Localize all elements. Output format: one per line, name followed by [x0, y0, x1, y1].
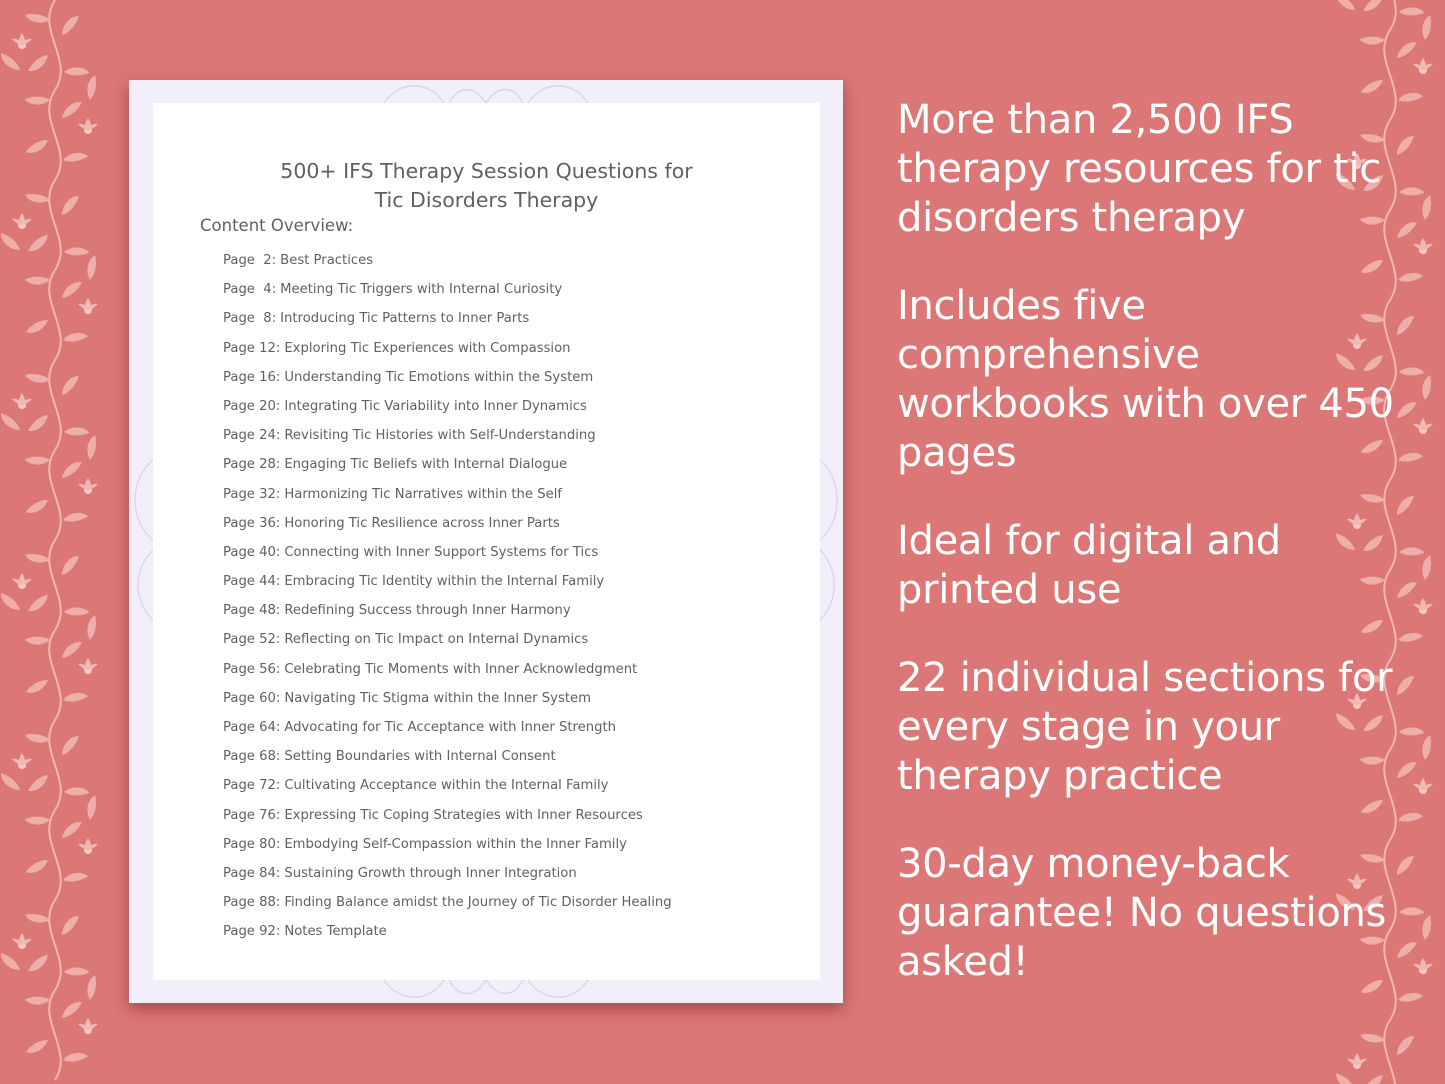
toc-title: Sustaining Growth through Inner Integration — [284, 865, 577, 881]
toc-item — [223, 720, 672, 749]
toc-item — [223, 632, 672, 661]
document-page — [153, 103, 820, 980]
toc-item — [223, 866, 672, 895]
feature-text: 22 individual sections for every stage in your therapy practice — [897, 655, 1393, 799]
toc-title: Celebrating Tic Moments with Inner Acknowledgment — [284, 661, 638, 677]
toc-page-number: Page 36: — [223, 515, 281, 531]
toc-item — [223, 311, 672, 340]
toc-item — [223, 370, 672, 399]
toc-item — [223, 487, 672, 516]
toc-title: Setting Boundaries with Internal Consent — [284, 749, 556, 765]
toc-page-number: Page 72: — [223, 778, 281, 794]
toc-page-number: Page 16: — [223, 369, 281, 385]
toc-title: Reflecting on Tic Impact on Internal Dynamics — [284, 632, 589, 648]
toc-title: Expressing Tic Coping Strategies with Inner Resources — [284, 807, 643, 823]
toc-title: Honoring Tic Resilience across Inner Parts — [284, 515, 560, 531]
toc-title: Engaging Tic Beliefs with Internal Dialogue — [284, 457, 568, 473]
toc-title: Revisiting Tic Histories with Self-Understanding — [284, 428, 596, 444]
toc-item — [223, 282, 672, 311]
toc-page-number: Page 12: — [223, 340, 281, 356]
feature-text: Ideal for digital and printed use — [897, 518, 1281, 613]
toc-page-number: Page 28: — [223, 457, 281, 473]
toc-title: Harmonizing Tic Narratives within the Self — [284, 486, 563, 502]
toc-item — [223, 691, 672, 720]
toc-item — [223, 603, 672, 632]
toc-page-number: Page 52: — [223, 632, 281, 648]
content-overview-label: Content Overview: — [200, 216, 354, 235]
toc-page-number: Page 4: — [223, 282, 277, 298]
toc-item — [223, 574, 672, 603]
toc-page-number: Page 8: — [223, 311, 277, 327]
toc-page-number: Page 64: — [223, 720, 281, 735]
toc-item — [223, 399, 672, 428]
feature-list — [897, 96, 1397, 1026]
toc-page-number: Page 92: — [223, 924, 281, 940]
toc-page-number: Page 84: — [223, 865, 281, 881]
toc-item — [223, 253, 672, 282]
toc-item — [223, 778, 672, 807]
toc-title: Meeting Tic Triggers with Internal Curiosity — [280, 282, 563, 298]
toc-item — [223, 545, 672, 574]
toc-page-number: Page 20: — [223, 398, 281, 414]
toc-title: Understanding Tic Emotions within the System — [284, 369, 594, 385]
toc-page-number: Page 68: — [223, 749, 281, 765]
table-of-contents — [223, 253, 672, 954]
feature-text: 30-day money-back guarantee! No questions asked! — [897, 841, 1387, 985]
floral-vine-left-icon — [0, 0, 110, 1084]
toc-item — [223, 808, 672, 837]
toc-title: Introducing Tic Patterns to Inner Parts — [280, 311, 530, 327]
toc-item — [223, 457, 672, 486]
toc-title: Best Practices — [280, 253, 374, 268]
toc-item — [223, 662, 672, 691]
toc-item — [223, 895, 672, 924]
toc-title: Notes Template — [284, 924, 387, 940]
toc-item — [223, 516, 672, 545]
toc-page-number: Page 88: — [223, 895, 281, 911]
toc-page-number: Page 80: — [223, 836, 281, 852]
toc-item — [223, 749, 672, 778]
toc-page-number: Page 2: — [223, 253, 277, 268]
toc-title: Embodying Self-Compassion within the Inner Family — [284, 836, 627, 852]
toc-title: Finding Balance amidst the Journey of Tic Disorder Healing — [284, 895, 672, 911]
toc-page-number: Page 32: — [223, 486, 281, 502]
toc-title: Embracing Tic Identity within the Internal Family — [284, 574, 605, 590]
toc-title: Integrating Tic Variability into Inner Dynamics — [284, 398, 587, 414]
toc-page-number: Page 56: — [223, 661, 281, 677]
toc-title: Redefining Success through Inner Harmony — [284, 603, 571, 619]
toc-item — [223, 341, 672, 370]
toc-page-number: Page 24: — [223, 428, 281, 444]
document-title-line-1: 500+ IFS Therapy Session Questions for — [280, 159, 693, 183]
document-title — [153, 157, 820, 215]
toc-title: Navigating Tic Stigma within the Inner System — [284, 690, 591, 706]
toc-page-number: Page 40: — [223, 544, 281, 560]
toc-item — [223, 837, 672, 866]
toc-page-number: Page 48: — [223, 603, 281, 619]
feature-text: More than 2,500 IFS therapy resources for tic disorders therapy — [897, 97, 1381, 241]
toc-item — [223, 924, 672, 953]
document-preview — [129, 80, 843, 1003]
toc-title: Connecting with Inner Support Systems for Tics — [284, 544, 599, 560]
document-title-line-2: Tic Disorders Therapy — [374, 188, 599, 212]
toc-page-number: Page 44: — [223, 574, 281, 590]
toc-item — [223, 428, 672, 457]
toc-title: Cultivating Acceptance within the Internal Family — [284, 778, 609, 794]
feature-text: Includes five comprehensive workbooks with over 450 pages — [897, 283, 1394, 476]
toc-title: Advocating for Tic Acceptance with Inner Strength — [284, 720, 617, 735]
toc-page-number: Page 76: — [223, 807, 281, 823]
toc-title: Exploring Tic Experiences with Compassion — [284, 340, 571, 356]
toc-page-number: Page 60: — [223, 690, 281, 706]
